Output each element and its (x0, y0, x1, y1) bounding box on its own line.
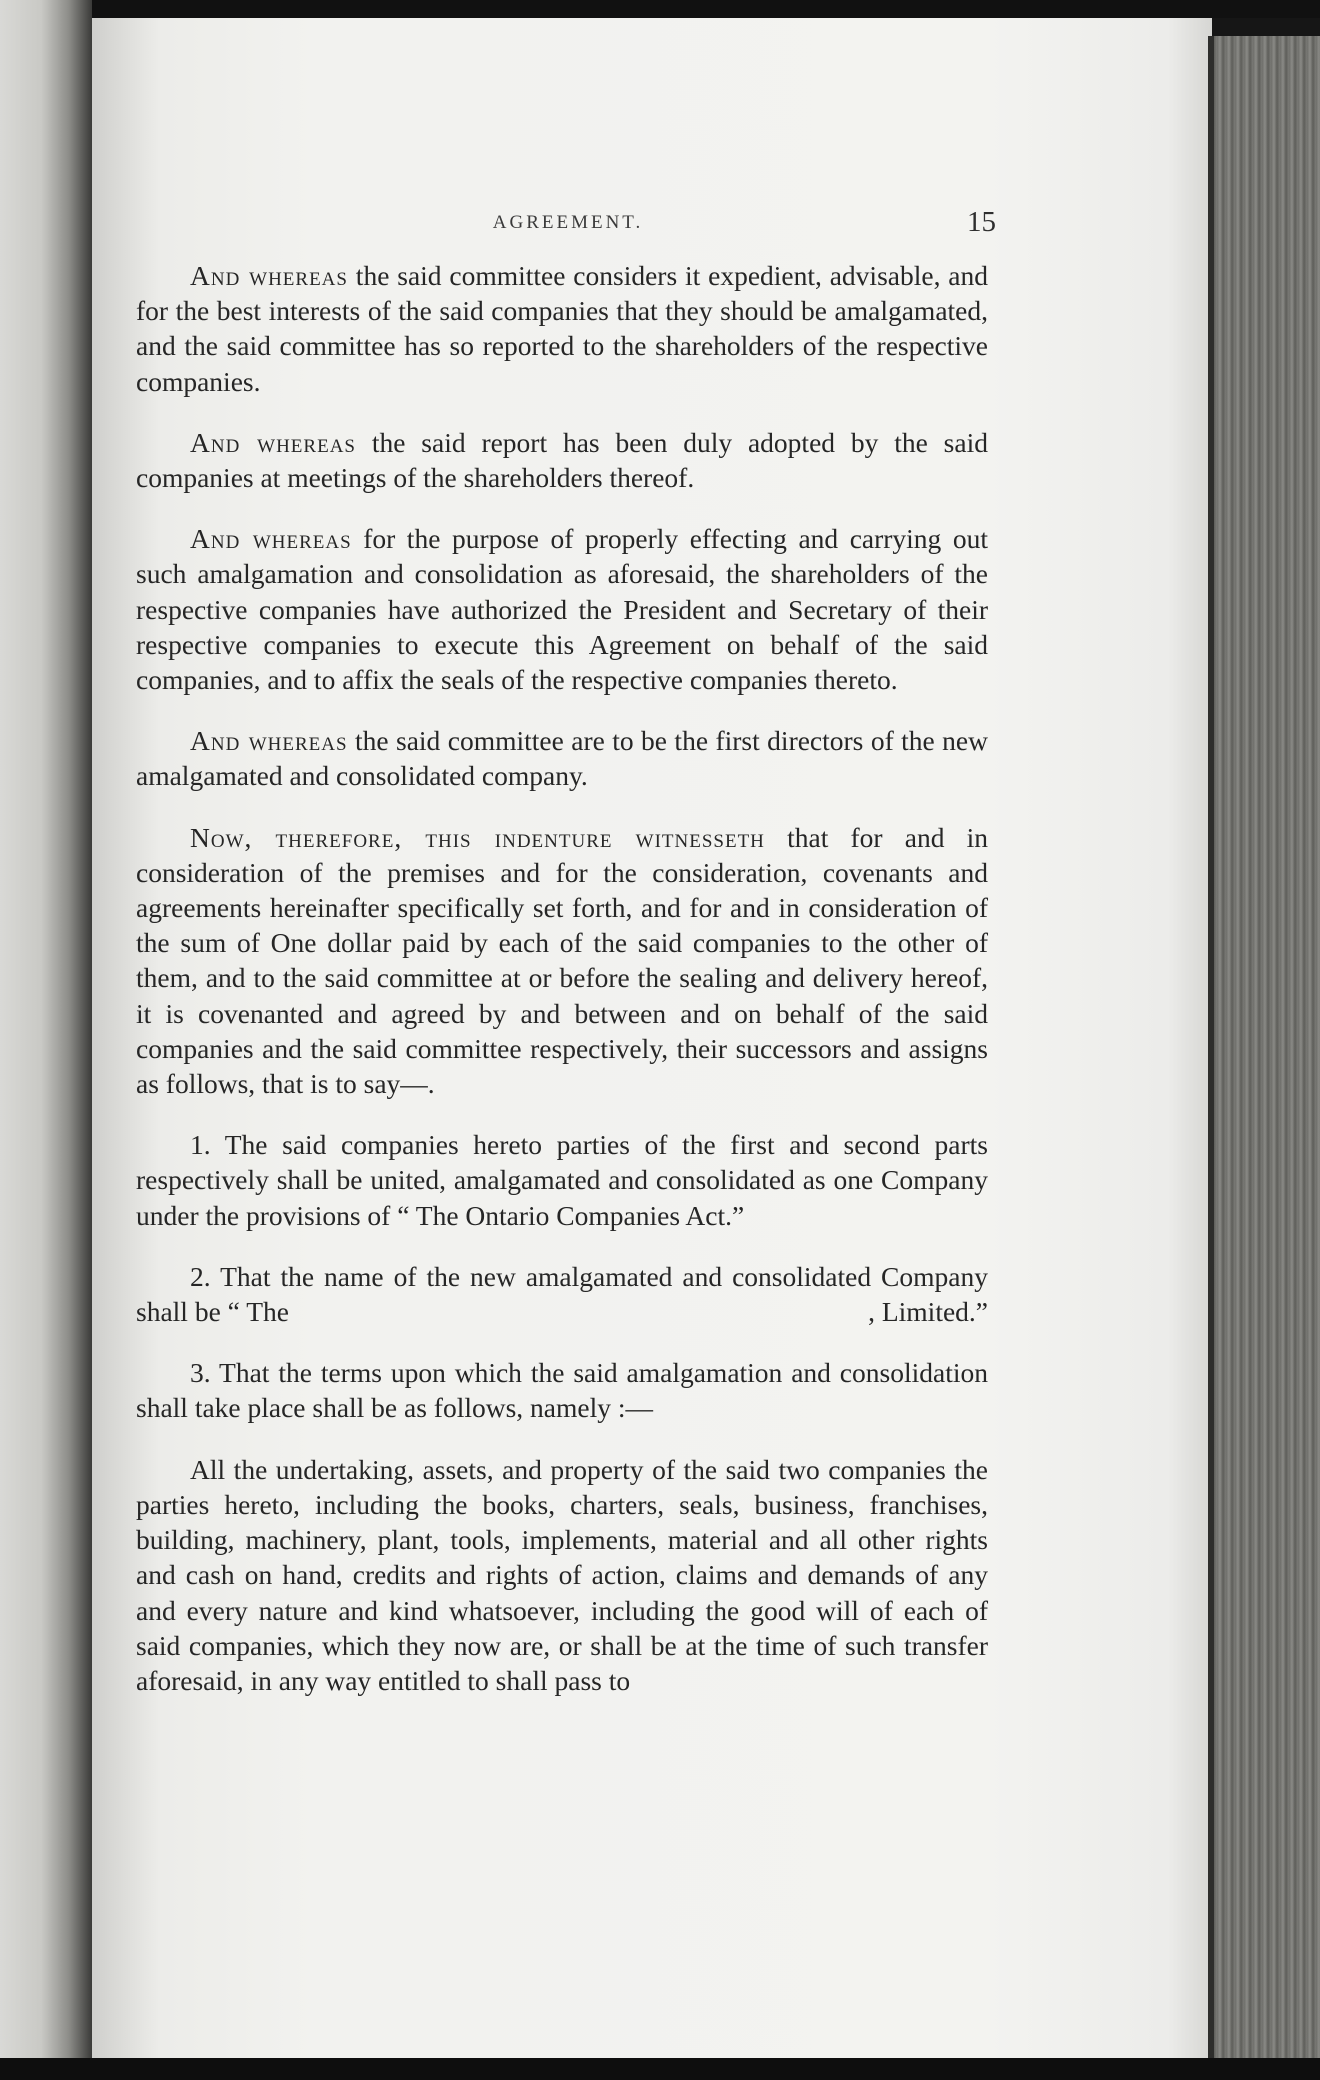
scan-bottom-shadow (0, 2058, 1320, 2080)
paragraph-whereas-directors (136, 723, 988, 793)
paragraph-text: the said committee considers it expedient, advisable, and for the best interests of the said companies that they should be amalgamated, and the said committee has so reported to the shareholders of the respective companies. (136, 260, 988, 397)
paragraph-lead: Now, therefore, this indenture witnesseth (190, 821, 765, 853)
paragraph-lead: And whereas (190, 523, 352, 555)
book-block-edge (1208, 36, 1320, 2066)
paragraph-text: that for and in consideration of the premises and for the consideration, covenants and agreements hereinafter specifically set forth, and for and in consideration of the sum of One dollar paid by each of the said companies to the other of them, and to the said committee at or before the sealing and delivery hereof, it is covenanted and agreed by and between and on behalf of the said companies and the said committee respectively, their successors and assigns as follows, that is to say—. (136, 821, 988, 1100)
paragraph-lead: And whereas (190, 260, 348, 291)
facing-page-edge (0, 0, 92, 2080)
clause-text: 2. That the name of the new amalgamated and consolidated Company shall be “ The (136, 1260, 988, 1328)
paragraph-whereas-adopted (136, 425, 988, 495)
page-number: 15 (967, 206, 996, 238)
body-text (136, 258, 988, 1724)
clause-tail: , Limited.” (868, 1296, 988, 1328)
paragraph-text: for the purpose of properly effecting and carrying out such amalgamation and consolidation as aforesaid, the shareholders of the respective companies have authorized the President and Secretary of their respective companies to execute this Agreement on behalf of the said companies, and to affix the seals of the respective companies thereto. (136, 523, 988, 696)
paragraph-witnesseth (136, 820, 988, 1102)
paragraph-whereas-expedient (136, 258, 988, 399)
scan-top-shadow (92, 0, 1320, 18)
paragraph-text: the said report has been duly adopted by the said companies at meetings of the shareholders thereof. (136, 426, 988, 494)
paragraph-text: All the undertaking, assets, and property of the said two companies the parties hereto, including the books, charters, seals, business, franchises, building, machinery, plant, tools, implements, material and all other rights and cash on hand, credits and rights of action, claims and demands of any and every nature and kind whatsoever, including the good will of each of said companies, which they now are, or shall be at the time of such transfer aforesaid, in any way entitled to shall pass to (136, 1453, 988, 1696)
paragraph-whereas-authorized (136, 521, 988, 697)
paragraph-undertaking (136, 1452, 988, 1698)
paragraph-lead: And whereas (190, 725, 348, 757)
clause-text: 3. That the terms upon which the said amalgamation and consolidation shall take place shall be as follows, namely :— (136, 1357, 988, 1424)
clause-text: 1. The said companies hereto parties of the first and second parts respectively shall be united, amalgamated and consolidated as one Company under the provisions of “ The Ontario Companies Act.” (136, 1129, 988, 1231)
clause-three (136, 1355, 988, 1425)
clause-two (136, 1259, 988, 1329)
paragraph-text: the said committee are to be the first directors of the new amalgamated and consolidated company. (136, 725, 988, 792)
paragraph-lead: And whereas (190, 426, 356, 458)
running-title: AGREEMENT. (492, 212, 644, 233)
clause-one (136, 1127, 988, 1233)
page-header (140, 206, 996, 252)
